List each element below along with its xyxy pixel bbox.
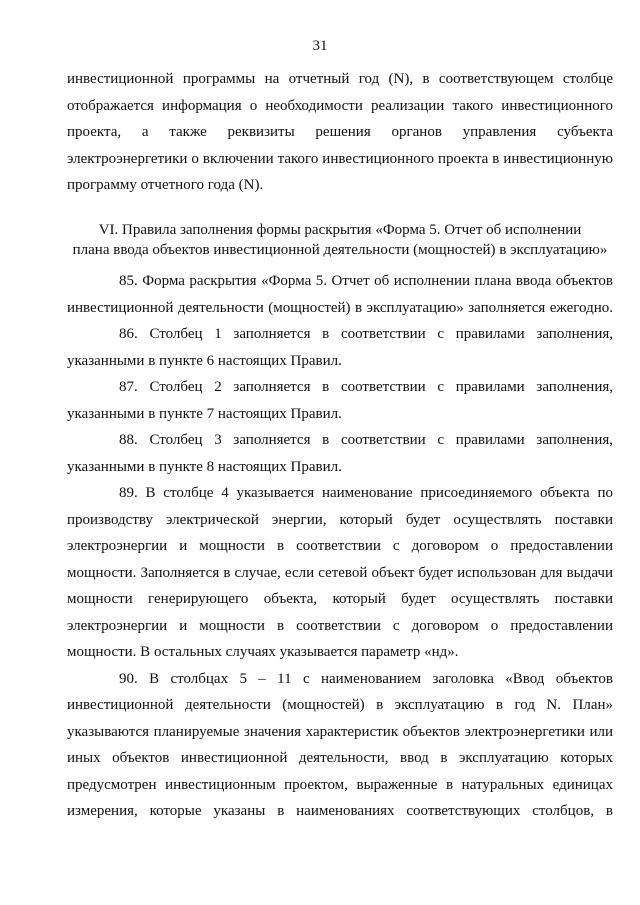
- text-line: проекта, а также реквизиты решения органов управления субъекта: [67, 124, 613, 140]
- paragraph-89: [67, 480, 613, 666]
- body-paragraphs: [67, 268, 613, 825]
- text-line: иных объектов инвестиционной деятельности, ввод в эксплуатацию которых: [67, 750, 613, 766]
- page-number: 31: [312, 38, 328, 54]
- text-line: указанными в пункте 6 настоящих Правил.: [67, 352, 342, 369]
- paragraph-87: [67, 374, 613, 427]
- text-line: указываются планируемые значения характеристик объектов электроэнергетики или: [67, 723, 613, 740]
- text-line: 90. В столбцах 5 – 11 с наименованием заголовка «Ввод объектов: [119, 670, 613, 687]
- text-line: электроэнергетики о включении такого инвестиционного проекта в инвестиционную: [67, 150, 613, 167]
- paragraph-88: [67, 427, 613, 480]
- text-line: 88. Столбец 3 заполняется в соответствии с правилами заполнения,: [119, 432, 613, 448]
- text-line: указанными в пункте 8 настоящих Правил.: [67, 458, 342, 475]
- text-line: электроэнергии и мощности в соответствии с договором о предоставлении: [67, 538, 613, 554]
- text-line: инвестиционной деятельности (мощностей) в эксплуатацию в год N. План»: [67, 697, 613, 713]
- section-heading-line: VI. Правила заполнения формы раскрытия «Форма 5. Отчет об исполнении: [98, 222, 582, 238]
- text-line: предусмотрен инвестиционным проектом, выраженные в натуральных единицах: [67, 776, 613, 793]
- text-line: 86. Столбец 1 заполняется в соответствии с правилами заполнения,: [119, 326, 613, 342]
- intro-paragraph: [67, 66, 613, 199]
- text-line: производству электрической энергии, который будет осуществлять поставки: [67, 511, 613, 528]
- text-line: мощности. Заполняется в случае, если сетевой объект будет использован для выдачи: [67, 564, 613, 581]
- text-line: электроэнергии и мощности в соответствии с договором о предоставлении: [67, 617, 613, 634]
- text-line: программу отчетного года (N).: [67, 177, 264, 193]
- text-line: 85. Форма раскрытия «Форма 5. Отчет об исполнении плана ввода объектов: [119, 273, 613, 289]
- text-line: измерения, которые указаны в наименованиях соответствующих столбцов, в: [67, 803, 613, 819]
- section-heading: [67, 220, 613, 260]
- text-line: отображается информация о необходимости реализации такого инвестиционного: [67, 97, 613, 114]
- text-line: указанными в пункте 7 настоящих Правил.: [67, 405, 342, 422]
- text-line: инвестиционной деятельности (мощностей) в эксплуатацию» заполняется ежегодно.: [67, 299, 613, 316]
- text-line: 89. В столбце 4 указывается наименование присоединяемого объекта по: [119, 485, 613, 501]
- text-line: 87. Столбец 2 заполняется в соответствии с правилами заполнения,: [119, 379, 613, 395]
- paragraph-85: [67, 268, 613, 321]
- section-heading-line: плана ввода объектов инвестиционной деятельности (мощностей) в эксплуатацию»: [72, 242, 608, 258]
- text-line: мощности. В остальных случаях указывается параметр «нд».: [67, 644, 459, 660]
- text-line: мощности генерирующего объекта, который будет осуществлять поставки: [67, 591, 613, 607]
- paragraph-86: [67, 321, 613, 374]
- text-line: инвестиционной программы на отчетный год (N), в соответствующем столбце: [67, 71, 613, 87]
- paragraph-90: [67, 666, 613, 825]
